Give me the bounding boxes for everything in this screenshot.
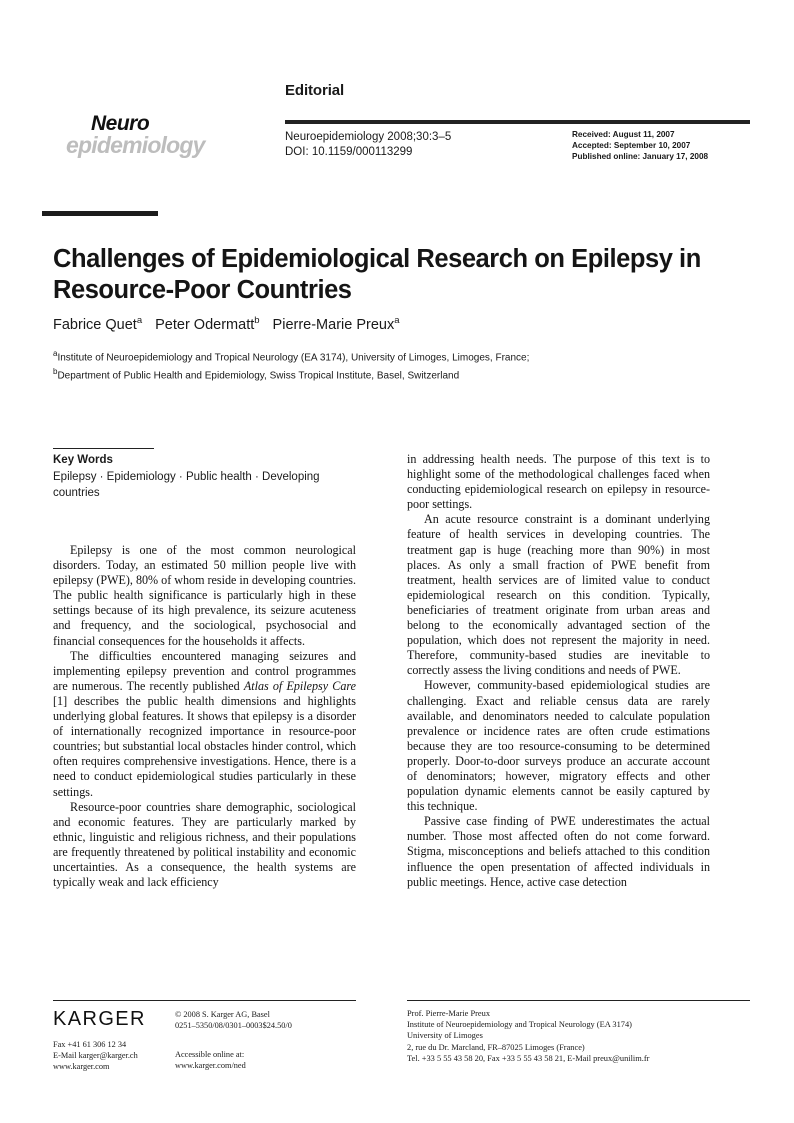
- copyright-block: [175, 1009, 292, 1031]
- author-affiliation-mark: b: [254, 315, 260, 326]
- journal-logo-line-2: epidemiology: [66, 132, 205, 158]
- accepted-date: Accepted: September 10, 2007: [572, 141, 691, 151]
- affiliation-text: Department of Public Health and Epidemiology, Swiss Tropical Institute, Basel, Switzerland: [57, 370, 460, 382]
- paragraph: The difficulties encountered managing seizures and implementing epilepsy prevention and control programmes are numerous. The recently published Atlas of Epilepsy Care [1] describes the public health dimensions and highlights underlying global features. It shows that epilepsy is a disorder of internationally recognized importance in resource-poor countries; but substantial local obstacles hinder control, which often requires comprehensive investigations. Hence, there is a need to conduct epidemiological studies particularly in these settings.: [53, 648, 356, 799]
- correspondence-line: Tel. +33 5 55 43 58 20, Fax +33 5 55 43 58 21, E-Mail preux@unilim.fr: [407, 1053, 650, 1063]
- paragraph: Passive case finding of PWE underestimates the actual number. Those most affected often do not come forward. Stigma, misconceptions and beliefs attached to this condition influence the open presentation of affected individuals in public meetings. Hence, active case detection: [407, 814, 710, 889]
- paragraph: in addressing health needs. The purpose of this text is to highlight some of the methodological challenges faced when conducting epidemiological research on epilepsy in resource-poor settings.: [407, 452, 710, 512]
- journal-citation: Neuroepidemiology 2008;30:3–5: [285, 131, 452, 143]
- affiliation-text: Institute of Neuroepidemiology and Tropical Neurology (EA 3174), University of Limoges, Limoges, France;: [57, 352, 530, 364]
- online-access-block: [175, 1049, 246, 1071]
- publisher-website: www.karger.com: [53, 1061, 110, 1071]
- publisher-fax: Fax +41 61 306 12 34: [53, 1040, 127, 1049]
- affiliation-mark: a: [53, 349, 58, 358]
- body-column-left: [53, 543, 356, 890]
- affiliation-list: [53, 347, 733, 384]
- keywords-divider-rule: [53, 448, 154, 449]
- doi: DOI: 10.1159/000113299: [285, 146, 413, 158]
- section-label: Editorial: [285, 82, 345, 99]
- italic-work-title: Atlas of Epilepsy Care: [243, 678, 356, 693]
- published-online-date: Published online: January 17, 2008: [572, 152, 709, 162]
- correspondence-line: 2, rue du Dr. Marcland, FR–87025 Limoges (France): [407, 1042, 585, 1052]
- body-column-right: [407, 452, 710, 890]
- paragraph: Resource-poor countries share demographic, sociological and economic features. They are particularly marked by ethnic, linguistic and religious richness, and their populations are frequently threatened by political instability and economic uncertainties. As a consequence, the health systems are typically weak and lack efficiency: [53, 799, 356, 890]
- correspondence-line: Institute of Neuroepidemiology and Tropical Neurology (EA 3174): [407, 1020, 632, 1030]
- author-name: Pierre-Marie Preux: [272, 316, 395, 333]
- author-list: [53, 315, 400, 333]
- affiliation-mark: b: [53, 367, 58, 377]
- keywords-list: Epilepsy · Epidemiology · Public health · Developing countries: [53, 471, 320, 499]
- author-affiliation-mark: a: [394, 315, 400, 326]
- publisher-contact-block: [53, 1040, 138, 1072]
- article-title: Challenges of Epidemiological Research on Epilepsy in Resource-Poor Countries: [53, 245, 701, 305]
- paragraph: However, community-based epidemiological studies are challenging. Exact and reliable census data are rarely available, and denominators needed to calculate population prevalence or incidence rates are often crude estimations because they are too resource-consuming to be determined properly. Door-to-door surveys produce an accurate account of denominators; however, migratory effects and other population dynamic elements cannot be easily captured by this technique.: [407, 678, 710, 814]
- author-name: Fabrice Quet: [53, 316, 137, 333]
- correspondence-block: [407, 1008, 649, 1064]
- paragraph: Epilepsy is one of the most common neurological disorders. Today, an estimated 50 million people live with epilepsy (PWE), 80% of whom reside in developing countries. The public health significance is particularly high in these settings because of its high prevalence, its seizure acuteness and frequency, and the sociological, psychosocial and financial consequences for the households it affects.: [53, 543, 356, 648]
- footer-divider-rule-right: [407, 1000, 750, 1001]
- affiliation-item: [53, 347, 733, 365]
- keywords-heading: Key Words: [53, 454, 113, 466]
- paragraph: An acute resource constraint is a dominant underlying feature of health services in developing countries. The treatment gap is huge (reaching more than 90%) in most places. As only a small fraction of PWE benefit from treatment, health services are of limited value to conduct epidemiological research on this condition. Typically, beneficiaries of treatment originate from urban areas and belong to the economically advantaged section of the population, which does not represent the majority in need. Therefore, community-based studies are inevitable to correctly assess the living conditions and needs of PWE.: [407, 512, 710, 678]
- journal-logo-line-1: Neuro: [91, 112, 150, 135]
- author-affiliation-mark: a: [136, 315, 143, 326]
- online-access-label: Accessible online at:: [175, 1050, 245, 1059]
- online-access-url: www.karger.com/ned: [175, 1061, 246, 1070]
- footer-divider-rule-left: [53, 1000, 356, 1001]
- header-divider-rule: [285, 120, 750, 124]
- publisher-logo: KARGER: [53, 1008, 146, 1030]
- copyright-line: © 2008 S. Karger AG, Basel: [175, 1010, 270, 1019]
- journal-citation-block: [285, 130, 451, 160]
- correspondence-line: Prof. Pierre-Marie Preux: [407, 1009, 491, 1018]
- publisher-email: E-Mail karger@karger.ch: [53, 1050, 138, 1060]
- correspondence-line: University of Limoges: [407, 1031, 483, 1041]
- issn-line: 0251–5350/08/0301–0003$24.50/0: [175, 1021, 292, 1030]
- author-name: Peter Odermatt: [155, 316, 255, 333]
- title-divider-rule: [42, 211, 158, 216]
- publication-dates-block: [572, 129, 708, 163]
- received-date: Received: August 11, 2007: [572, 130, 675, 139]
- affiliation-item: [53, 365, 733, 383]
- journal-logo: [66, 112, 236, 174]
